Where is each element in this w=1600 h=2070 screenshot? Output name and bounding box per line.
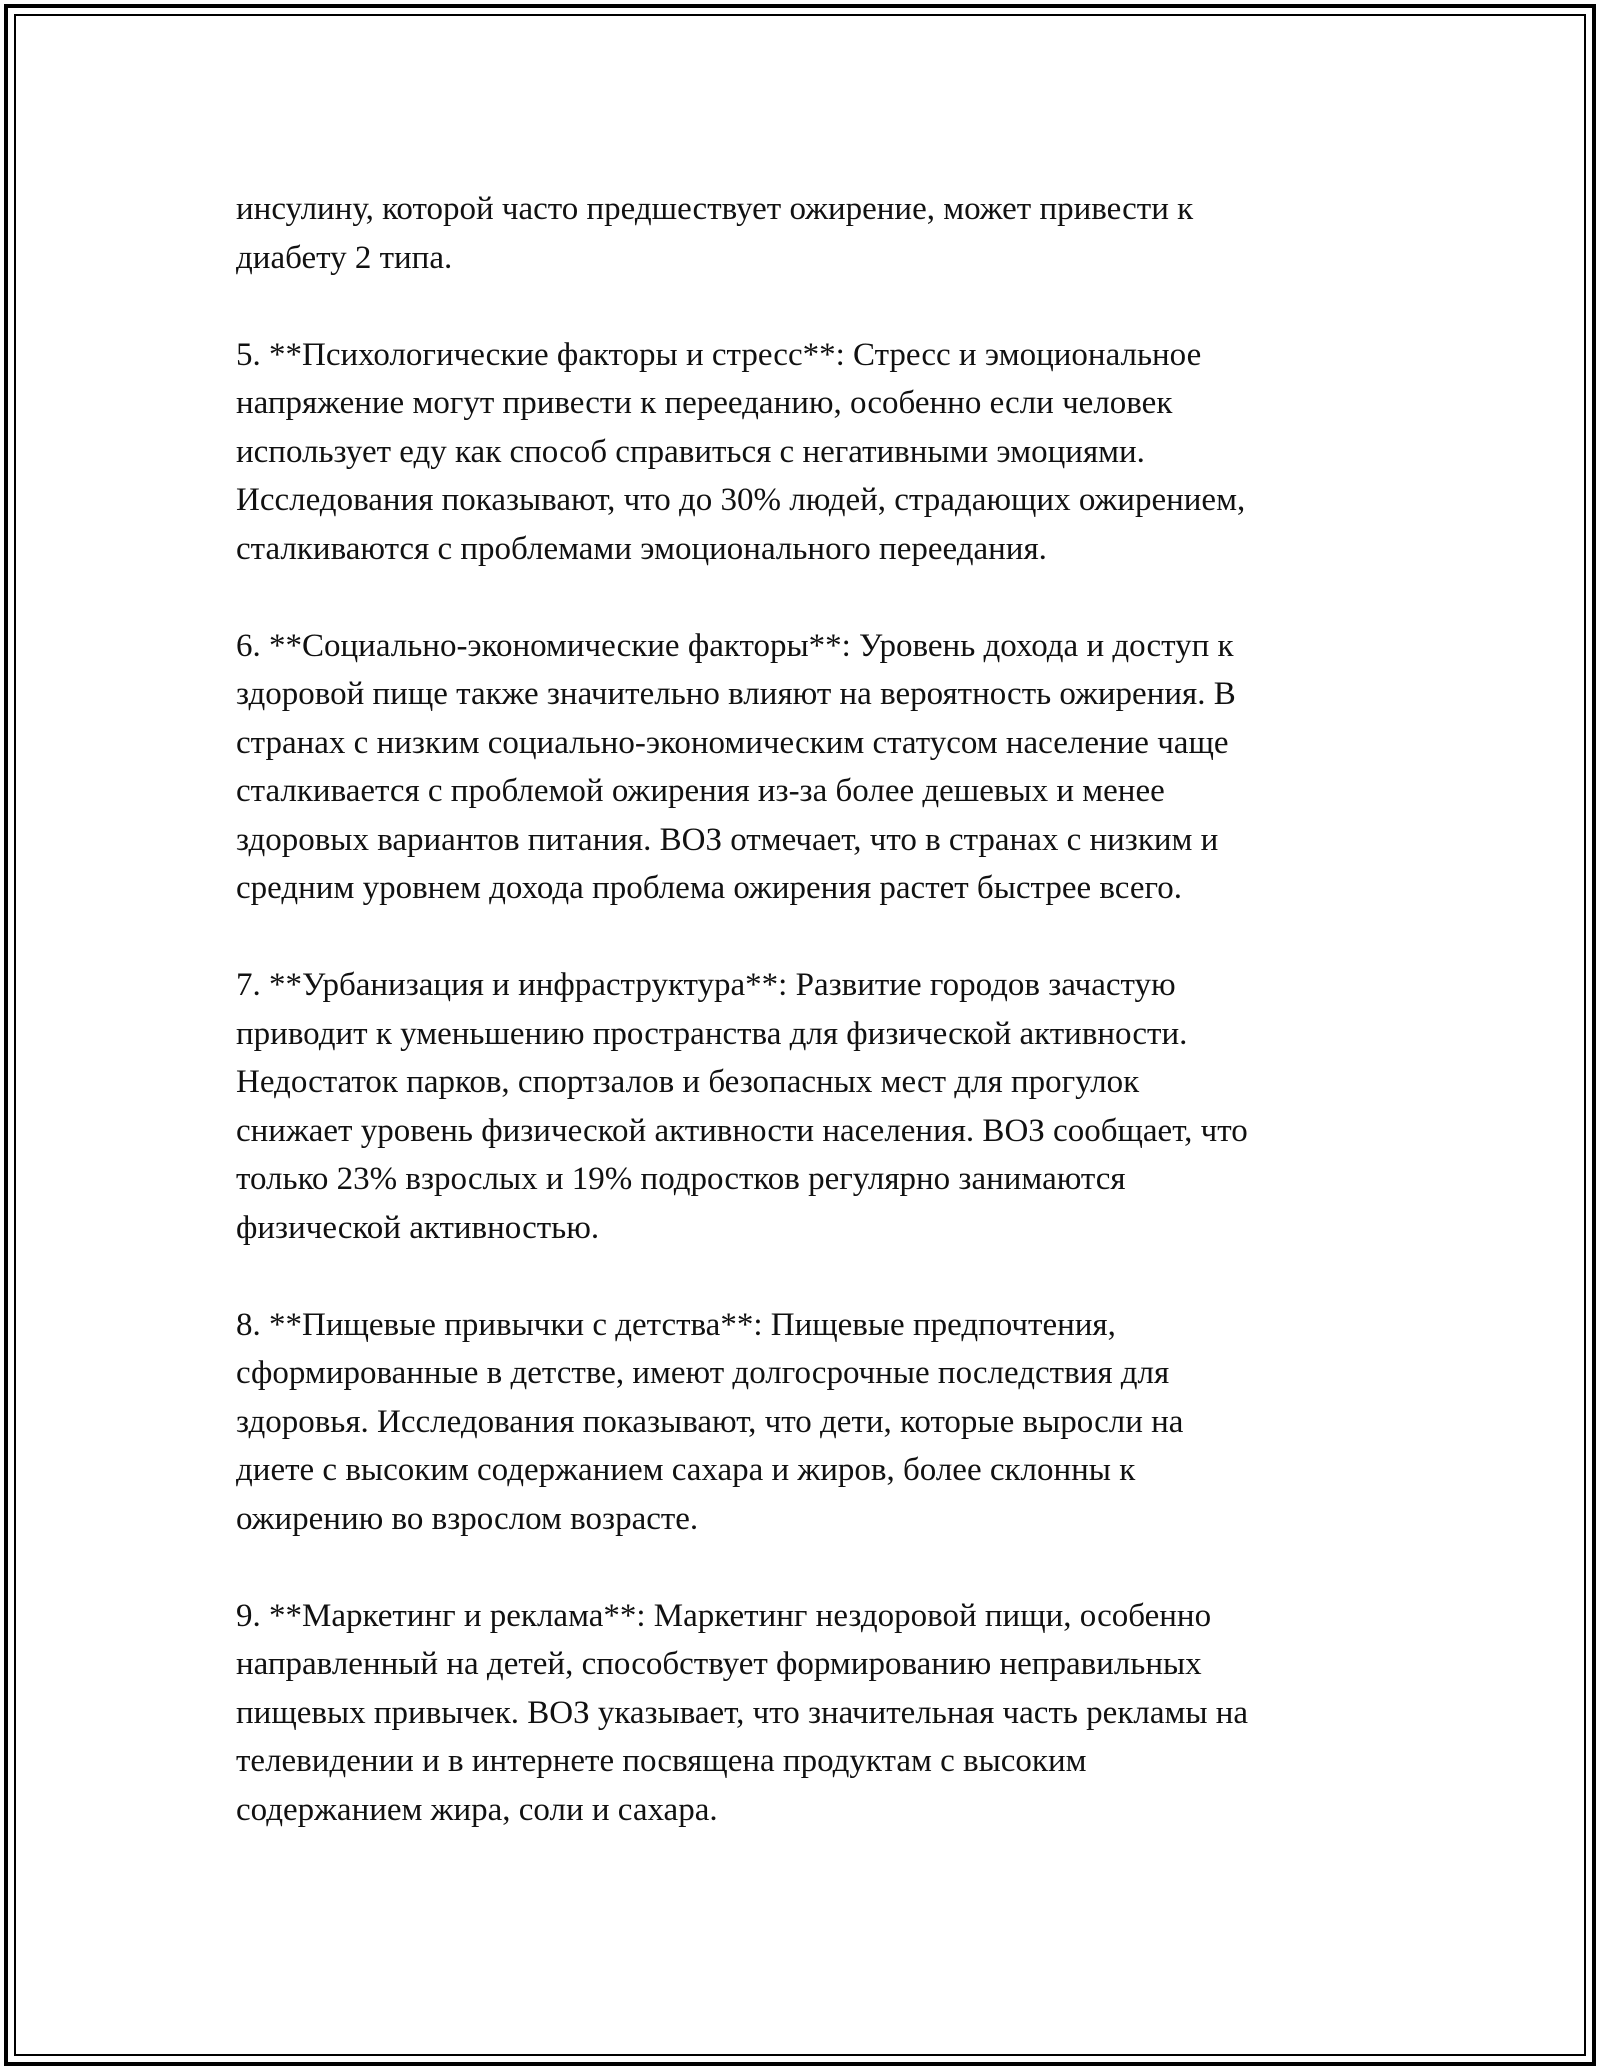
document-body [236,185,1386,1883]
paragraph-marketing: 9. **Маркетинг и реклама**: Маркетинг нездоровой пищи, особенно направленный на детей, способствует формированию неправильных пищевых привычек. ВОЗ указывает, что значительная часть рекламы на телевидении и в интернете посвящена продуктам с высоким содержанием жира, соли и сахара. [236,1597,1249,1828]
paragraph-insulin-continuation: инсулину, которой часто предшествует ожирение, может привести к диабету 2 типа. [236,191,1194,276]
paragraph-childhood-habits: 8. **Пищевые привычки с детства**: Пищевые предпочтения, сформированные в детстве, имеют долгосрочные последствия для здоровья. Исследования показывают, что дети, которые выросли на диете с высоким содержанием сахара и жиров, более склонны к ожирению во взрослом возрасте. [236,1306,1184,1537]
paragraph-socioeconomic-factors: 6. **Социально-экономические факторы**: Уровень дохода и доступ к здоровой пище также значительно влияют на вероятность ожирения. В странах с низким социально-экономическим статусом население чаще сталкивается с проблемой ожирения из-за более дешевых и менее здоровых вариантов питания. ВОЗ отмечает, что в странах с низким и средним уровнем дохода проблема ожирения растет быстрее всего. [236,627,1236,906]
paragraph-psychological-factors: 5. **Психологические факторы и стресс**: Стресс и эмоциональное напряжение могут привести к перееданию, особенно если человек использует еду как способ справиться с негативными эмоциями. Исследования показывают, что до 30% людей, страдающих ожирением, сталкиваются с проблемами эмоционального переедания. [236,336,1246,567]
paragraph-urbanization: 7. **Урбанизация и инфраструктура**: Развитие городов зачастую приводит к уменьшению пространства для физической активности. Недостаток парков, спортзалов и безопасных мест для прогулок снижает уровень физической активности населения. ВОЗ сообщает, что только 23% взрослых и 19% подростков регулярно занимаются физической активностью. [236,967,1248,1246]
